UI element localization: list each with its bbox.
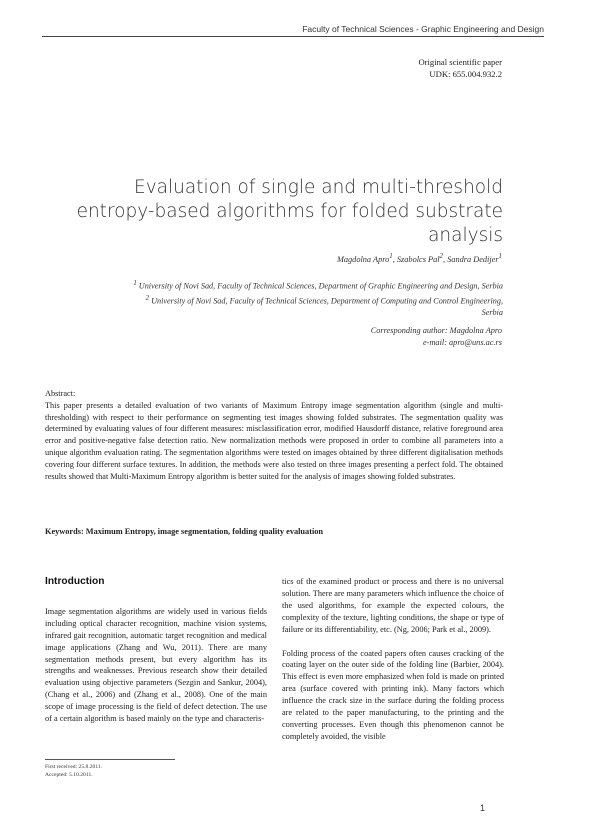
page-number: 1 <box>480 803 486 813</box>
author-3-sup: 1 <box>498 253 502 260</box>
paragraph: Folding process of the coated papers often causes cracking of the coating layer on the outer side of the folding line (Barbier, 2004). This effect is even more emphasized when fold is made on printed area (surface covered with printing ink). Many factors which influence the crack size in the surface during the folding process are related to the paper manufacturing, to the printing and the converting processes. Even though this phenomenon cannot be completely avoided, the visible <box>282 648 504 741</box>
authors <box>337 253 502 264</box>
running-header: Faculty of Technical Sciences - Graphic Engineering and Design <box>302 24 544 34</box>
title-line-3: analysis <box>428 225 503 246</box>
abstract <box>45 388 503 482</box>
affiliation-2-cont: Serbia <box>481 308 503 318</box>
paper-type: Original scientific paper <box>418 57 502 67</box>
section-heading-introduction: Introduction <box>45 576 105 587</box>
affiliation-2-text: University of Novi Sad, Faculty of Technical Sciences, Department of Computing and Control Engineering, <box>149 296 503 306</box>
paper-type-block <box>418 57 502 80</box>
author-sep-1: , <box>392 254 397 264</box>
author-2-sup: 2 <box>439 253 443 260</box>
received-date: First received: 25.8.2011. <box>45 764 103 770</box>
affiliation-1 <box>45 278 503 293</box>
affiliation-1-text: University of Novi Sad, Faculty of Technical Sciences, Department of Graphic Engineering and Design, Serbia <box>136 281 503 291</box>
affiliation-1-sup: 1 <box>133 280 137 287</box>
author-2: Szabolcs Pal <box>396 254 440 264</box>
title-line-2: entropy-based algorithms for folded substrate <box>76 201 503 222</box>
column-left <box>45 576 267 725</box>
affiliations <box>45 278 503 319</box>
affiliation-2 <box>45 293 503 308</box>
abstract-label: Abstract: <box>45 389 76 398</box>
corresponding-email: e-mail: apro@uns.ac.rs <box>423 338 502 347</box>
paper-title <box>40 176 503 248</box>
corresponding-author <box>371 325 502 349</box>
footnotes <box>45 763 102 779</box>
paragraph: tics of the examined product or process and there is no universal solution. There are many parameters which influence the choice of the used algorithms, for example the expected colours, the complexity of the texture, lighting conditions, the shape or type of failure or its differentiability, etc. (Ng, 2006; Park et al., 2009). <box>282 577 504 634</box>
author-sep-2: , <box>443 254 448 264</box>
author-1: Magdolna Apro <box>336 254 390 264</box>
accepted-date: Accepted: 5.10.2011. <box>45 772 93 778</box>
keywords: Keywords: Maximum Entropy, image segmentation, folding quality evaluation <box>45 527 324 536</box>
header-rule <box>42 36 544 37</box>
paragraph: Image segmentation algorithms are widely used in various fields including optical character recognition, machine vision systems, infrared gait recognition, automatic target recognition and medical image applications (Zhang and Wu, 2011). There are many segmentation methods present, but every algorithm has its strengths and weaknesses. Previous research show their detailed evaluation using objective parameters (Sezgin and Sankur, 2004), (Chang et al., 2006) and (Zhang et al., 2008). One of the main scope of image processing is the field of defect detection. The use of a certain algorithm is based mainly on the type and characteris- <box>45 606 267 724</box>
corresponding-name: Corresponding author: Magdolna Apro <box>370 326 502 335</box>
column-right <box>282 576 504 743</box>
author-3: Sandra Dedijer <box>447 254 499 264</box>
affiliation-2-sup: 2 <box>145 294 150 302</box>
author-1-sup: 1 <box>389 253 393 260</box>
abstract-text: This paper presents a detailed evaluation of two variants of Maximum Entropy image segmentation algorithm (single and multi-thresholding) with respect to their performance on segmenting test images showing folded substrates. The segmentation quality was determined by evaluating values of four different measures: misclassification error, modified Hausdorff distance, relative foreground area error and positive-negative false detection ratio. New normalization methods were proposed in order to combine all parameters into a unique algorithm evaluation rating. The segmentation algorithms were tested on images obtained by three different digitalisation methods covering four different surface textures. In addition, the methods were also tested on three images presenting a perfect fold. The obtained results showed that Multi-Maximum Entropy algorithm is better suited for the analysis of images showing folded substrates. <box>45 400 503 481</box>
udk-code: UDK: 655.004.932.2 <box>429 68 502 79</box>
title-line-1: Evaluation of single and multi-threshold <box>134 177 503 198</box>
footnote-rule <box>45 759 175 760</box>
